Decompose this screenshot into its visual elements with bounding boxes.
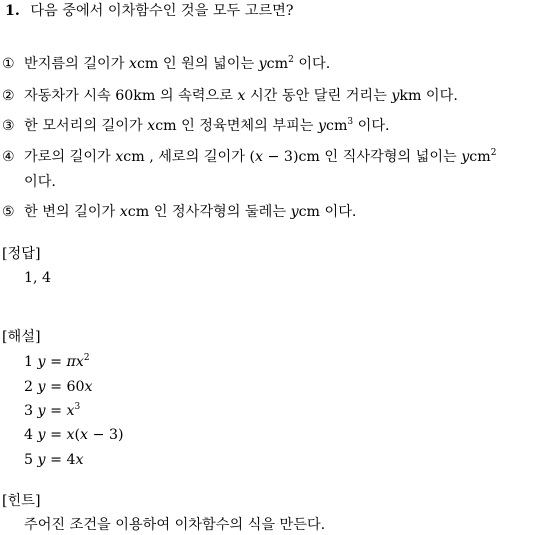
text-run: = 4	[45, 452, 76, 468]
explanation-item	[24, 404, 80, 418]
question-text: 다음 중에서 이차함수인 것을 모두 고르면?	[30, 3, 294, 19]
superscript: 3	[74, 402, 81, 412]
math-variable: y	[37, 403, 46, 419]
math-variable: y	[391, 88, 400, 104]
explanation-item	[24, 355, 90, 369]
question	[5, 4, 293, 18]
text-run: 5	[24, 452, 38, 468]
text-run: cm	[266, 56, 289, 72]
superscript: 2	[288, 55, 294, 65]
math-variable: x	[255, 149, 264, 165]
text-run: 3	[24, 403, 38, 419]
option-text	[24, 56, 330, 72]
text-run: 이다.	[353, 118, 390, 134]
text-run: cm 인 정사각형의 둘레는	[127, 204, 291, 220]
text-run: cm , 세로의 길이가 (	[123, 149, 255, 165]
text-run: 한 모서리의 길이가	[24, 118, 148, 134]
answer-value: 1, 4	[24, 270, 52, 286]
hint-label: [힌트]	[2, 493, 41, 509]
math-variable: x	[84, 379, 93, 395]
explanation-item	[24, 380, 93, 394]
option-mark: ②	[2, 88, 15, 104]
math-variable: x	[75, 452, 84, 468]
option-2	[2, 89, 458, 103]
math-variable: y	[317, 118, 326, 134]
text-run: 1	[24, 354, 38, 370]
option-mark: ③	[2, 118, 15, 134]
math-variable: y	[37, 452, 46, 468]
text-run: =	[45, 403, 67, 419]
text-run: =	[45, 354, 67, 370]
text-run: cm	[326, 118, 348, 134]
option-3	[2, 119, 390, 133]
explanation-label: [해설]	[2, 329, 41, 345]
math-variable: x	[119, 204, 128, 220]
superscript: 2	[490, 148, 497, 158]
text-run: − 3)	[88, 427, 124, 443]
option-text	[24, 149, 496, 165]
math-variable: x	[66, 403, 75, 419]
math-variable: πx	[66, 354, 84, 370]
math-variable: y	[461, 149, 470, 165]
math-variable: y	[258, 56, 267, 72]
text-run: 4	[24, 427, 38, 443]
text-run: km 이다.	[399, 88, 458, 104]
text-run: 이다.	[293, 56, 331, 72]
explanation-item	[24, 428, 124, 442]
math-variable: y	[290, 204, 299, 220]
math-variable: x	[66, 427, 75, 443]
superscript: 2	[83, 353, 90, 363]
option-text	[24, 204, 356, 220]
option-4	[2, 150, 496, 164]
math-variable: y	[37, 427, 46, 443]
math-variable: x	[80, 427, 89, 443]
math-variable: x	[237, 88, 246, 104]
superscript: 3	[347, 117, 354, 127]
text-run: 2	[24, 379, 38, 395]
text-run: =	[45, 427, 67, 443]
text-run: = 60	[45, 379, 85, 395]
option-1	[2, 57, 330, 71]
option-mark: ⑤	[2, 204, 15, 220]
text-run: 가로의 길이가	[24, 149, 116, 165]
explanation-item	[24, 453, 84, 467]
question-number: 1.	[5, 3, 20, 19]
option-mark: ①	[2, 56, 15, 72]
option-text	[24, 118, 390, 134]
math-variable: x	[147, 118, 156, 134]
text-run: 자동차가 시속 60km 의 속력으로	[24, 88, 238, 104]
math-variable: x	[128, 56, 137, 72]
math-variable: y	[37, 354, 46, 370]
text-run: 한 변의 길이가	[24, 204, 120, 220]
option-text	[24, 88, 458, 104]
math-variable: x	[115, 149, 124, 165]
hint-text: 주어진 조건을 이용하여 이차함수의 식을 만든다.	[24, 517, 326, 533]
option-mark: ④	[2, 149, 15, 165]
option-4-continuation: 이다.	[24, 174, 56, 190]
text-run: cm	[469, 149, 491, 165]
text-run: (	[74, 427, 81, 443]
text-run: 반지름의 길이가	[24, 56, 129, 72]
text-run: 시간 동안 달린 거리는	[245, 88, 392, 104]
text-run: − 3)cm 인 직사각형의 넓이는	[263, 149, 462, 165]
answer-label: [정답]	[2, 246, 41, 262]
math-variable: y	[37, 379, 46, 395]
option-5	[2, 205, 356, 219]
text-run: cm 이다.	[298, 204, 357, 220]
text-run: cm 인 정육면체의 부피는	[155, 118, 318, 134]
text-run: cm 인 원의 넓이는	[136, 56, 259, 72]
